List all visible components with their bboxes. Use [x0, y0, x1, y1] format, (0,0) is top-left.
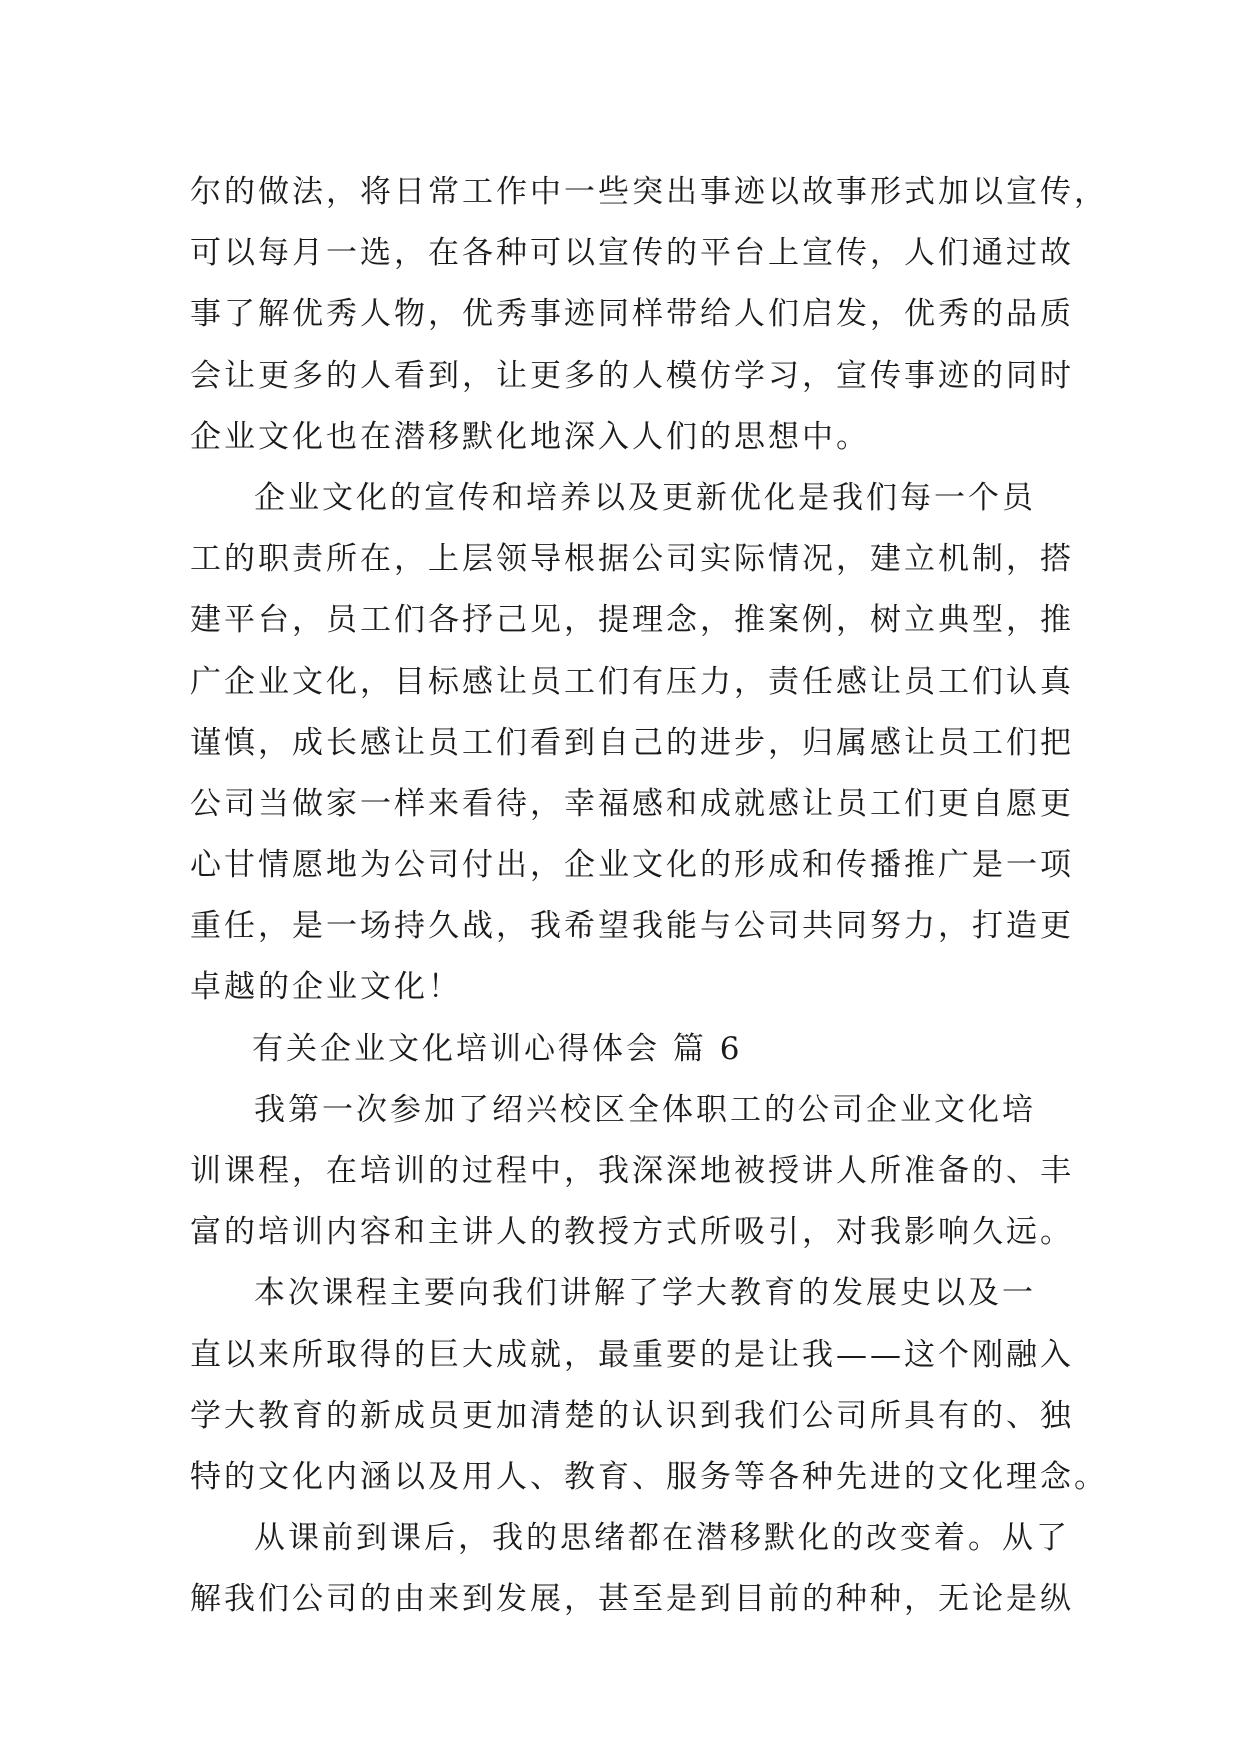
- section-heading: 有关企业文化培训心得体会 篇 6: [252, 1030, 743, 1067]
- paragraph-start-line: 本次课程主要向我们讲解了学大教育的发展史以及一: [254, 1275, 1036, 1312]
- text-line: 企业文化也在潜移默化地深入人们的思想中。: [190, 418, 870, 455]
- text-line: 富的培训内容和主讲人的教授方式所吸引，对我影响久远。: [190, 1214, 1074, 1251]
- text-line: 心甘情愿地为公司付出，企业文化的形成和传播推广是一项: [190, 847, 1074, 884]
- text-line: 训课程，在培训的过程中，我深深地被授讲人所准备的、丰: [190, 1153, 1074, 1189]
- paragraph-start-line: 我第一次参加了绍兴校区全体职工的公司企业文化培: [254, 1091, 1036, 1128]
- text-line: 卓越的企业文化！: [190, 969, 462, 1006]
- text-line: 尔的做法，将日常工作中一些突出事迹以故事形式加以宣传，: [190, 174, 1108, 210]
- text-line: 工的职责所在，上层领导根据公司实际情况，建立机制，搭: [190, 541, 1074, 578]
- text-line: 公司当做家一样来看待，幸福感和成就感让员工们更自愿更: [190, 785, 1074, 822]
- paragraph-start-line: 企业文化的宣传和培养以及更新优化是我们每一个员: [254, 479, 1036, 516]
- text-line: 广企业文化，目标感让员工们有压力，责任感让员工们认真: [190, 663, 1074, 700]
- text-line: 重任，是一场持久战，我希望我能与公司共同努力，打造更: [190, 908, 1074, 945]
- text-line: 会让更多的人看到，让更多的人模仿学习，宣传事迹的同时: [190, 357, 1074, 394]
- text-line: 谨慎，成长感让员工们看到自己的进步，归属感让员工们把: [190, 724, 1074, 761]
- text-line: 直以来所取得的巨大成就，最重要的是让我——这个刚融入: [190, 1336, 1074, 1373]
- document-body: [190, 162, 1108, 1631]
- text-line: 解我们公司的由来到发展，甚至是到目前的种种，无论是纵: [190, 1581, 1074, 1618]
- text-line: 建平台，员工们各抒己见，提理念，推案例，树立典型，推: [190, 602, 1074, 639]
- text-line: 特的文化内涵以及用人、教育、服务等各种先进的文化理念。: [190, 1458, 1108, 1495]
- paragraph-start-line: 从课前到课后，我的思绪都在潜移默化的改变着。从了: [254, 1520, 1070, 1557]
- text-line: 事了解优秀人物，优秀事迹同样带给人们启发，优秀的品质: [190, 296, 1074, 333]
- text-line: 学大教育的新成员更加清楚的认识到我们公司所具有的、独: [190, 1397, 1074, 1434]
- text-line: 可以每月一选，在各种可以宣传的平台上宣传，人们通过故: [190, 235, 1074, 272]
